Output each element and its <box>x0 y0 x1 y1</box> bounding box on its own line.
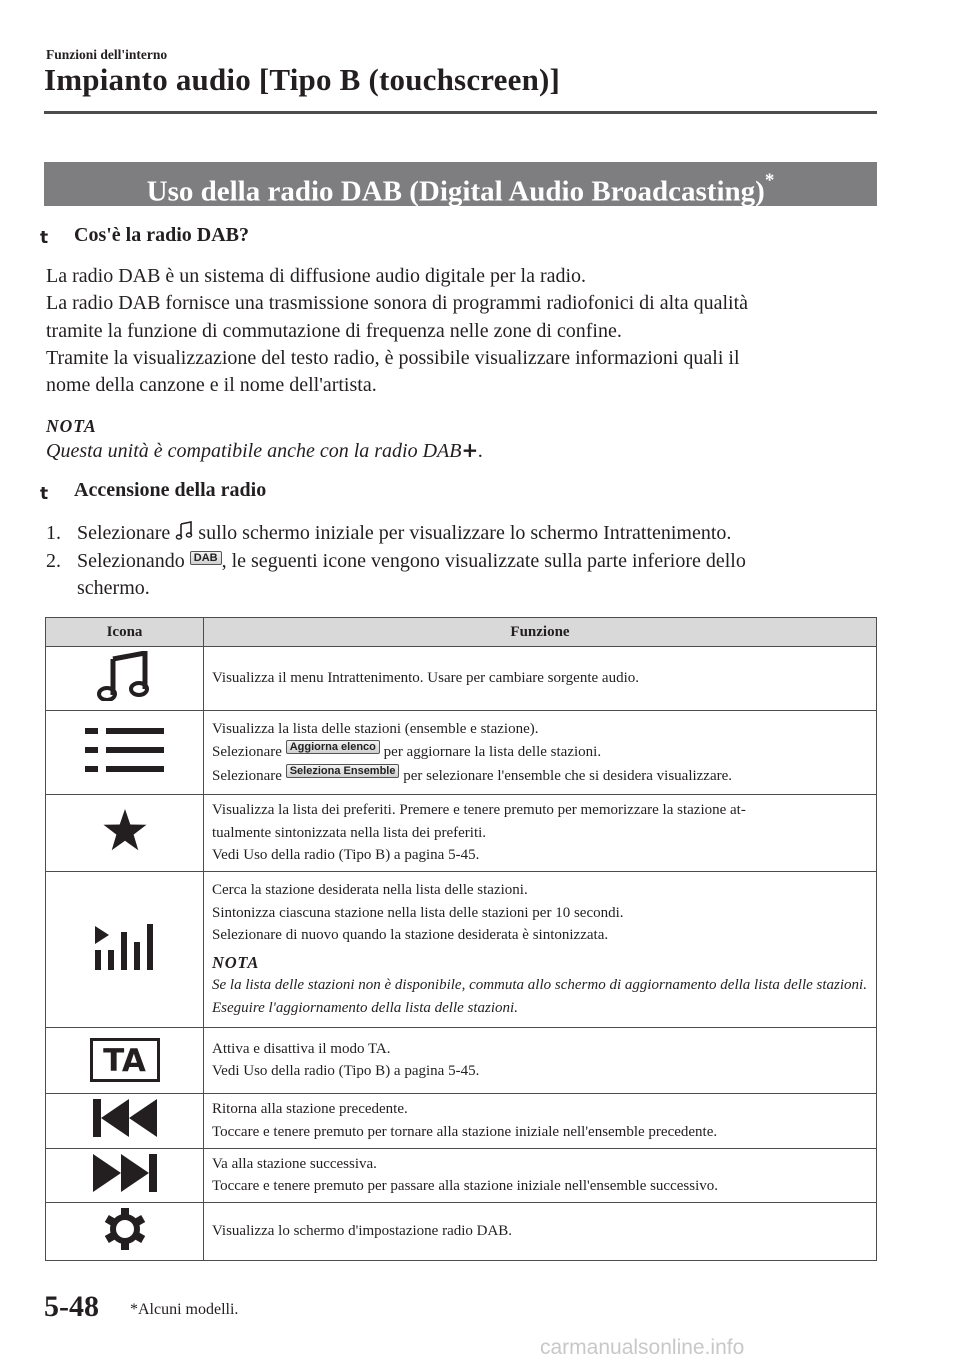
header-rule <box>44 111 877 114</box>
column-header-function: Funzione <box>204 618 877 647</box>
step-text: sullo schermo iniziale per visualizzare lo schermo Intrattenimento. <box>193 522 732 544</box>
subsection-heading-what-is: Cos'è la radio DAB? <box>74 224 249 246</box>
function-text: Toccare e tenere premuto per tornare alla stazione iniziale nell'ensemble precedente. <box>212 1123 718 1140</box>
table-row <box>46 1093 877 1148</box>
paragraph-line: La radio DAB fornisce una trasmissione sonora di programmi radiofonici di alta qualità <box>46 292 749 315</box>
star-icon <box>103 809 147 851</box>
table-row <box>46 1202 877 1260</box>
ta-icon: TA <box>90 1038 160 1082</box>
function-cell <box>204 795 877 872</box>
dab-button-badge: DAB <box>190 551 222 565</box>
function-text: Sintonizza ciascuna stazione nella lista delle stazioni per 10 secondi. <box>212 904 624 921</box>
subsection-marker: t <box>40 484 49 504</box>
step-2 <box>46 550 746 573</box>
row-note-heading: NOTA <box>212 952 260 972</box>
update-list-button-badge: Aggiorna elenco <box>286 740 380 754</box>
function-text-part: per selezionare l'ensemble che si desidera visualizzare. <box>399 767 733 784</box>
function-text: Vedi Uso della radio (Tipo B) a pagina 5-45. <box>212 1063 480 1079</box>
section-banner <box>44 162 877 206</box>
gear-icon <box>103 1207 147 1251</box>
function-cell <box>204 871 877 1027</box>
scan-icon <box>95 924 155 970</box>
chapter-title: Impianto audio [Tipo B (touchscreen)] <box>44 62 561 97</box>
function-cell <box>204 711 877 795</box>
icon-cell <box>46 1148 204 1202</box>
step-number: 1. <box>46 522 61 544</box>
page-number: 5-48 <box>44 1290 99 1323</box>
function-text: Attiva e disattiva il modo TA. <box>212 1040 391 1057</box>
station-list-icon <box>85 725 165 775</box>
function-text: Selezionare di nuovo quando la stazione desiderata è sintonizzata. <box>212 927 609 943</box>
table-row <box>46 1027 877 1093</box>
icon-cell <box>46 647 204 711</box>
step-2-continuation: schermo. <box>77 577 150 599</box>
note-end: . <box>478 440 484 462</box>
table-row <box>46 871 877 1027</box>
banner-asterisk: * <box>764 170 775 191</box>
function-cell <box>204 1027 877 1093</box>
function-text <box>212 764 868 788</box>
paragraph-line: La radio DAB è un sistema di diffusione audio digitale per la radio. <box>46 265 587 287</box>
function-text: Cerca la stazione desiderata nella lista delle stazioni. <box>212 882 528 898</box>
function-cell <box>204 1148 877 1202</box>
function-text <box>212 740 868 764</box>
row-note-text: Se la lista delle stazioni non è disponibile, commuta allo schermo di aggiornamento della lista delle stazioni. Eseguire l'aggiornamento della lista delle stazioni. <box>212 977 867 1016</box>
function-cell <box>204 1202 877 1260</box>
note-text <box>46 438 483 463</box>
function-text-part: Selezionare <box>212 767 286 784</box>
table-row <box>46 711 877 795</box>
banner-title: Uso della radio DAB (Digital Audio Broadcasting) <box>146 175 765 208</box>
music-note-icon <box>97 651 153 701</box>
icon-cell <box>46 711 204 795</box>
icon-cell <box>46 871 204 1027</box>
previous-track-icon <box>93 1099 157 1137</box>
next-track-icon <box>93 1154 157 1192</box>
icon-function-table <box>45 617 877 1261</box>
step-text: , le seguenti icone vengono visualizzate sulla parte inferiore dello <box>221 550 746 572</box>
dab-plus-symbol: + <box>461 438 479 462</box>
paragraph-line: tramite la funzione di commutazione di frequenza nelle zone di confine. <box>46 319 622 342</box>
table-row <box>46 647 877 711</box>
select-ensemble-button-badge: Seleziona Ensemble <box>286 764 400 778</box>
icon-cell <box>46 1027 204 1093</box>
step-text: Selezionando <box>77 550 190 572</box>
note-heading: NOTA <box>46 416 97 436</box>
function-text: Visualizza il menu Intrattenimento. Usare per cambiare sorgente audio. <box>212 670 639 687</box>
table-row <box>46 1148 877 1202</box>
step-number: 2. <box>46 550 61 572</box>
table-row <box>46 795 877 872</box>
function-text: Ritorna alla stazione precedente. <box>212 1101 408 1117</box>
step-1 <box>46 521 731 545</box>
music-note-icon <box>175 521 193 541</box>
footnote: *Alcuni modelli. <box>130 1301 239 1318</box>
note-body: Questa unità è compatibile anche con la radio DAB <box>46 440 462 462</box>
function-text-part: per aggiornare la lista delle stazioni. <box>379 744 602 761</box>
function-text-part: Selezionare <box>212 744 286 761</box>
watermark: carmanualsonline.info <box>540 1336 745 1359</box>
paragraph-line: nome della canzone e il nome dell'artista. <box>46 374 377 397</box>
function-cell <box>204 647 877 711</box>
function-cell <box>204 1093 877 1148</box>
function-text: Visualizza lo schermo d'impostazione radio DAB. <box>212 1222 513 1239</box>
icon-cell <box>46 1202 204 1260</box>
step-text: Selezionare <box>77 522 176 544</box>
function-text: Toccare e tenere premuto per passare alla stazione iniziale nell'ensemble successivo. <box>212 1178 719 1194</box>
subsection-marker: t <box>40 228 49 248</box>
function-text: tualmente sintonizzata nella lista dei preferiti. <box>212 824 487 841</box>
function-text: Visualizza la lista dei preferiti. Premere e tenere premuto per memorizzare la stazione at- <box>212 802 746 818</box>
function-text: Va alla stazione successiva. <box>212 1155 377 1172</box>
icon-cell <box>46 1093 204 1148</box>
function-text: Visualizza la lista delle stazioni (ensemble e stazione). <box>212 720 539 737</box>
column-header-icon: Icona <box>46 618 204 647</box>
what-is-paragraph <box>46 263 748 399</box>
subsection-heading-power-on: Accensione della radio <box>74 479 267 501</box>
section-label: Funzioni dell'interno <box>46 47 168 62</box>
function-text: Vedi Uso della radio (Tipo B) a pagina 5-45. <box>212 847 480 863</box>
icon-cell <box>46 795 204 872</box>
paragraph-line: Tramite la visualizzazione del testo radio, è possibile visualizzare informazioni quali il <box>46 346 740 369</box>
